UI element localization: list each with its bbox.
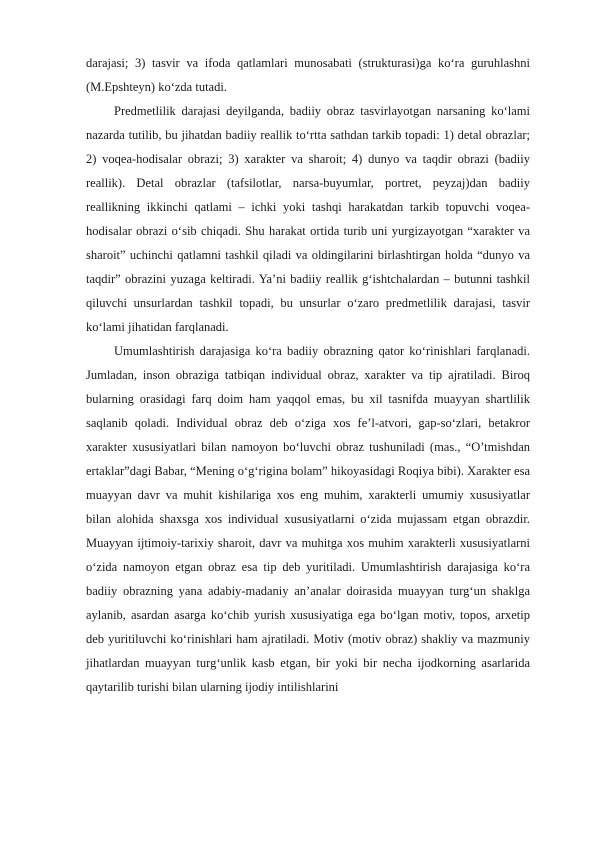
paragraph-predmetlilik: Predmetlilik darajasi deyilganda, badiiy obraz tasvirlayotgan narsaning ko‘lami nazarda tutilib, bu jihatdan badiiy reallik to‘rtta sathdan tarkib topadi: 1) detal obrazlar; 2) voqea-hodisalar obrazi; 3) xarakter va sharoit; 4) dunyo va taqdir obrazi (badiiy reallik). Detal obrazlar (tafsilotlar, narsa-buyumlar, portret, peyzaj)dan badiiy reallikning ikkinchi qatlami – ichki yoki tashqi harakatdan tarkib topuvchi voqea-hodisalar obrazi o‘sib chiqadi. Shu harakat ortida turib uni yurgizayotgan “xarakter va sharoit” uchinchi qatlamni tashkil qiladi va oldingilarini birlashtirgan holda “dunyo va taqdir” obrazini yuzaga keltiradi. Ya’ni badiiy reallik g‘ishtchalardan – butunni tashkil qiluvchi unsurlardan tashkil topadi, bu unsurlar o‘zaro predmetlilik darajasi, tasvir ko‘lami jihatidan farqlanadi.	[86, 104, 530, 334]
document-page	[86, 51, 530, 699]
paragraph-continuation: darajasi; 3) tasvir va ifoda qatlamlari munosabati (strukturasi)ga ko‘ra guruhlashni (M.Epshteyn) ko‘zda tutadi.	[86, 56, 530, 94]
paragraph-umumlashtirish: Umumlashtirish darajasiga ko‘ra badiiy obrazning qator ko‘rinishlari farqlanadi. Jumladan, inson obraziga tatbiqan individual obraz, xarakter va tip ajratiladi. Biroq bularning orasidagi farq doim ham yaqqol emas, bu xil tasnifda muayyan shartlilik saqlanib qoladi. Individual obraz deb o‘ziga xos fe’l-atvori, gap-so‘zlari, betakror xarakter xususiyatlari bilan namoyon bo‘luvchi obraz tushuniladi (mas., “O’tmishdan ertaklar”dagi Babar, “Mening o‘g‘rigina bolam” hikoyasidagi Roqiya bibi). Xarakter esa muayyan davr va muhit kishilariga xos eng muhim, xarakterli umumiy xususiyatlar bilan alohida shaxsga xos individual xususiyatlarni o‘zida mujassam etgan obrazdir. Muayyan ijtimoiy-tarixiy sharoit, davr va muhitga xos muhim xarakterli xususiyatlarni o‘zida namoyon etgan obraz esa tip deb yuritiladi. Umumlashtirish darajasiga ko‘ra badiiy obrazning yana adabiy-madaniy an’analar doirasida muayyan turg‘un shaklga aylanib, asardan asarga ko‘chib yurish xususiyatiga ega bo‘lgan motiv, topos, arxetip deb yuritiluvchi ko‘rinishlari ham ajratiladi. Motiv (motiv obraz) shakliy va mazmuniy jihatlardan muayyan turg‘unlik kasb etgan, bir yoki bir necha ijodkorning asarlarida qaytarilib turishi bilan ularning ijodiy intilishlarini	[86, 344, 530, 694]
